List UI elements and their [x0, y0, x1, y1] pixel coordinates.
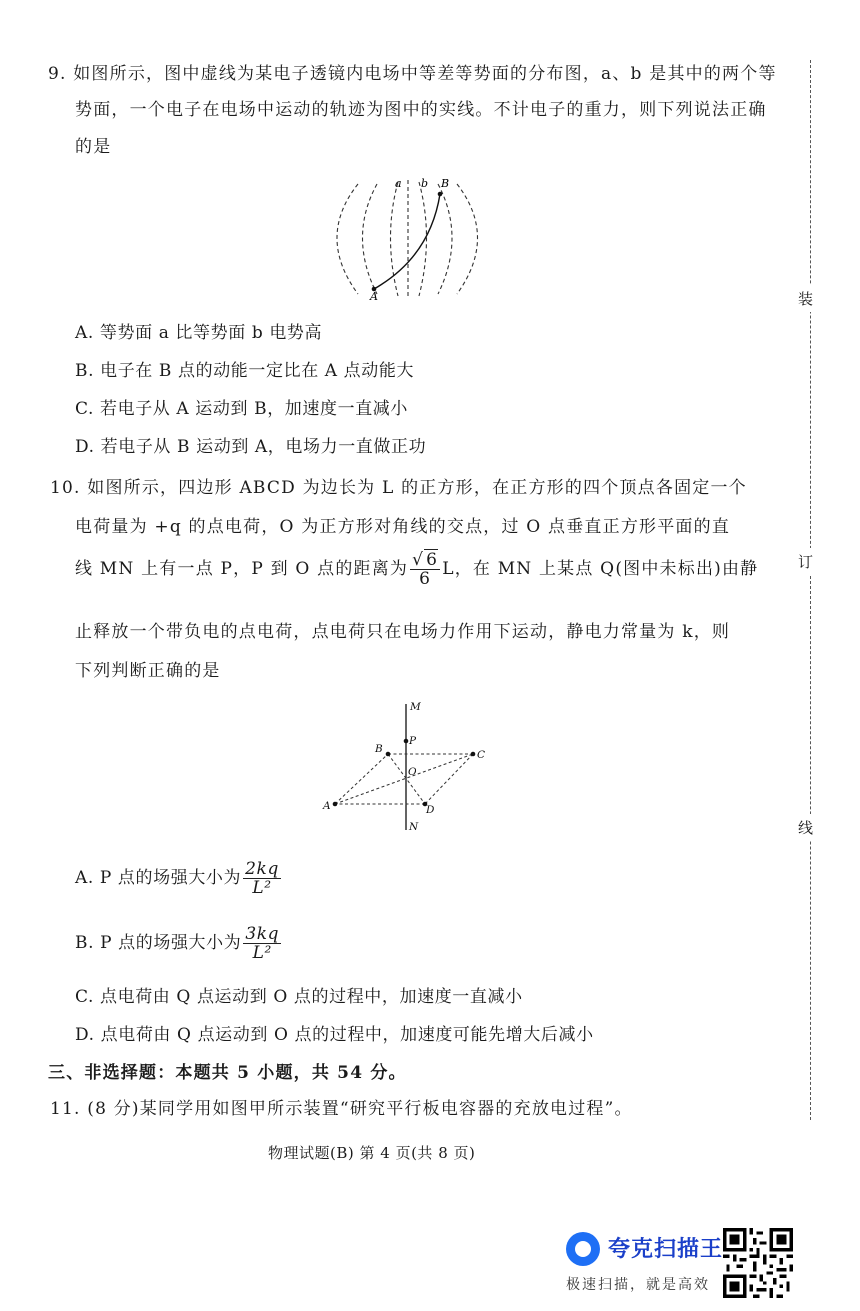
q9-line-2: 势面，一个电子在电场中运动的轨迹为图中的实线。不计电子的重力，则下列说法正确	[75, 100, 767, 120]
q10-option-a-fraction	[243, 860, 281, 897]
q10-line-3	[75, 546, 758, 592]
q10-square-figure	[318, 696, 498, 836]
q10-line-3-post: L，在 MN 上某点 Q(图中未标出)由静	[442, 559, 759, 579]
binding-char-ding: 订	[798, 548, 813, 575]
q10-label-C: C	[477, 749, 486, 761]
q9-line-1: 9. 如图所示，图中虚线为某电子透镜内电场中等差等势面的分布图，a、b 是其中的两个等	[48, 64, 777, 84]
q10-distance-fraction: $\frac{√ 6}{6}$	[412, 549, 439, 589]
q10-option-b-text: B. P 点的场强大小为	[75, 933, 242, 953]
scanner-app-slogan: 极速扫描，就是高效	[566, 1277, 710, 1293]
q9-label-B: B	[441, 177, 450, 190]
page-footer: 物理试题(B) 第 4 页(共 8 页)	[268, 1144, 476, 1162]
q10-label-M: M	[410, 701, 421, 713]
q10-option-a	[75, 855, 283, 901]
binding-char-zhuang: 装	[798, 285, 813, 312]
q10-option-b-den: L²	[252, 942, 272, 963]
q10-label-N: N	[409, 821, 419, 833]
binding-char-xian: 线	[798, 814, 813, 841]
q9-label-A: A	[370, 290, 378, 302]
section-3-heading: 三、非选择题：本题共 5 小题，共 54 分。	[48, 1063, 407, 1083]
q9-option-a: A. 等势面 a 比等势面 b 电势高	[75, 323, 323, 343]
q10-option-a-num: 2kq	[245, 858, 279, 879]
q10-option-b-fraction	[243, 925, 281, 962]
q10-label-A: A	[323, 800, 331, 812]
q10-line-5: 下列判断正确的是	[75, 661, 221, 681]
scanner-logo-icon	[566, 1232, 600, 1266]
q10-frac-num: 6	[426, 549, 439, 570]
q9-label-b: b	[421, 177, 429, 190]
q10-option-b	[75, 920, 283, 966]
q9-label-a: a	[395, 177, 402, 190]
q10-option-c: C. 点电荷由 Q 点运动到 O 点的过程中，加速度一直减小	[75, 987, 523, 1007]
q10-label-B: B	[375, 743, 383, 755]
q10-label-D: D	[426, 804, 435, 816]
q10-line-4: 止释放一个带负电的点电荷，点电荷只在电场力作用下运动，静电力常量为 k，则	[75, 622, 731, 642]
q10-line-2: 电荷量为 +q 的点电荷，O 为正方形对角线的交点，过 O 点垂直正方形平面的直	[75, 517, 731, 537]
q10-option-d: D. 点电荷由 Q 点运动到 O 点的过程中，加速度可能先增大后减小	[75, 1025, 594, 1045]
q9-option-d: D. 若电子从 B 运动到 A，电场力一直做正功	[75, 437, 427, 457]
q10-label-P: P	[409, 735, 417, 747]
binding-dashed-line	[810, 60, 811, 1120]
scanner-app-title: 夸克扫描王	[608, 1237, 724, 1262]
q10-label-O: O	[408, 766, 417, 778]
q10-option-a-text: A. P 点的场强大小为	[75, 868, 242, 888]
q10-frac-den: 6	[419, 568, 432, 589]
q10-option-a-den: L²	[252, 877, 272, 898]
q10-option-b-num: 3kq	[245, 923, 280, 944]
q9-equipotential-figure	[320, 172, 490, 302]
q9-option-c: C. 若电子从 A 运动到 B，加速度一直减小	[75, 399, 408, 419]
q10-line-3-pre: 线 MN 上有一点 P，P 到 O 点的距离为	[75, 559, 409, 579]
q9-option-b: B. 电子在 B 点的动能一定比在 A 点动能大	[75, 361, 415, 381]
q9-line-3: 的是	[75, 137, 112, 157]
q11-line-1: 11. (8 分)某同学用如图甲所示装置“研究平行板电容器的充放电过程”。	[50, 1099, 633, 1119]
qr-code-icon	[723, 1228, 793, 1298]
q10-line-1: 10. 如图所示，四边形 ABCD 为边长为 L 的正方形，在正方形的四个顶点各固定一个	[50, 478, 747, 498]
